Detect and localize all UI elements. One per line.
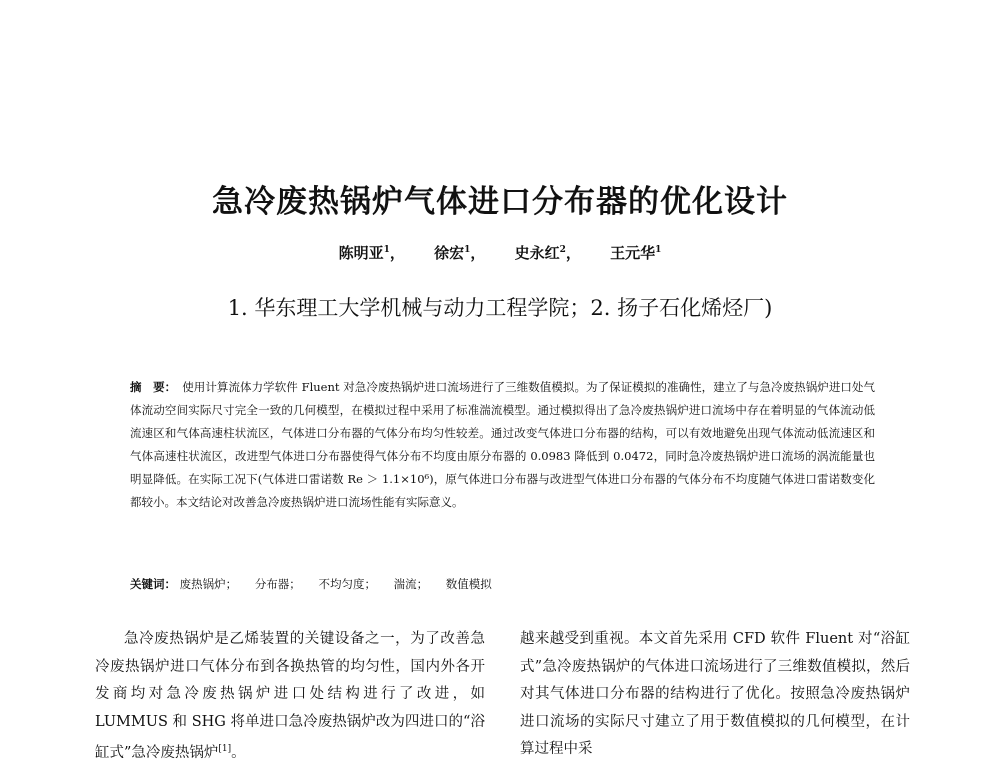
citation-mark: [1] bbox=[218, 744, 232, 754]
paper-title: 急冷废热锅炉气体进口分布器的优化设计 bbox=[212, 184, 788, 220]
author: 徐宏$^1$， bbox=[434, 244, 486, 262]
author: 陈明亚$^1$， bbox=[338, 244, 405, 262]
keyword: 废热锅炉； bbox=[179, 577, 238, 591]
abstract-text: 使用计算流体力学软件 Fluent 对急冷废热锅炉进口流场进行了三维数值模拟。为了保证模拟的准确性，建立了与急冷废热锅炉进口处气体流动空间实际尺寸完全一致的几何模型，在模拟过程中采用了标准湍流模型。通过模拟得出了急冷废热锅炉进口流场中存在着明显的气体流动低流速区和气体高速柱状流区，气体进口分布器的气体分布均匀性较差。通过改变气体进口分布器的结构，可以有效地避免出现气体流动低流速区和气体高速柱状流区，改进型气体进口分布器使得气体分布不均度由原分布器的 0.0983 降低到 0.0472，同时急冷废热锅炉进口流场的涡流能量也明显降低。在实际工况下(气体进口雷诺数 Re ＞ 1.1×10⁶)，原气体进口分布器与改进型气体进口分布器的气体分布不均度随气体进口雷诺数变化都较小。本文结论对改善急冷废热锅炉进口流场性能有实际意义。 bbox=[130, 380, 875, 509]
keyword: 分布器； bbox=[254, 577, 301, 591]
keyword: 数值模拟 bbox=[445, 577, 492, 591]
abstract-label: 摘 要： bbox=[130, 380, 177, 394]
keywords bbox=[130, 576, 506, 592]
author-list bbox=[0, 242, 1000, 263]
affiliation: 1. 华东理工大学机械与动力工程学院；2. 扬子石化烯烃厂) bbox=[227, 296, 773, 320]
author bbox=[610, 244, 661, 262]
body-column-right bbox=[520, 626, 910, 764]
author-affiliation-mark: 2 bbox=[559, 245, 566, 255]
author-name: 徐宏 bbox=[434, 244, 465, 262]
author-affiliation-mark: 1 bbox=[655, 245, 662, 255]
keyword: 湍流； bbox=[393, 577, 429, 591]
author-name: 史永红 bbox=[514, 244, 560, 262]
body-paragraph bbox=[95, 626, 485, 767]
author-affiliation-mark: 1 bbox=[383, 245, 390, 255]
keywords-label: 关键词： bbox=[130, 577, 176, 591]
author-name: 陈明亚 bbox=[338, 244, 384, 262]
body-paragraph: 越来越受到重视。本文首先采用 CFD 软件 Fluent 对“浴缸式”急冷废热锅炉的气体进口流场进行了三维数值模拟，然后对其气体进口分布器的结构进行了优化。按照急冷废热锅炉进口流场的实际尺寸建立了用于数值模拟的几何模型，在计算过程中采 bbox=[520, 631, 910, 757]
author: 史永红$^2$， bbox=[514, 244, 581, 262]
author-name: 王元华 bbox=[610, 244, 656, 262]
keyword: 不均匀度； bbox=[318, 577, 376, 591]
body-column-left bbox=[95, 626, 485, 767]
abstract bbox=[130, 376, 875, 514]
body-text: 急冷废热锅炉是乙烯装置的关键设备之一，为了改善急冷废热锅炉进口气体分布到各换热管的均匀性，国内外各开发商均对急冷废热锅炉进口处结构进行了改进，如 LUMMUS 和 SHG 将单进口急冷废热锅炉改为四进口的“浴缸式”急冷废热锅炉 bbox=[95, 631, 485, 761]
author-affiliation-mark: 1 bbox=[464, 245, 471, 255]
body-text-end: 。 bbox=[231, 744, 246, 761]
